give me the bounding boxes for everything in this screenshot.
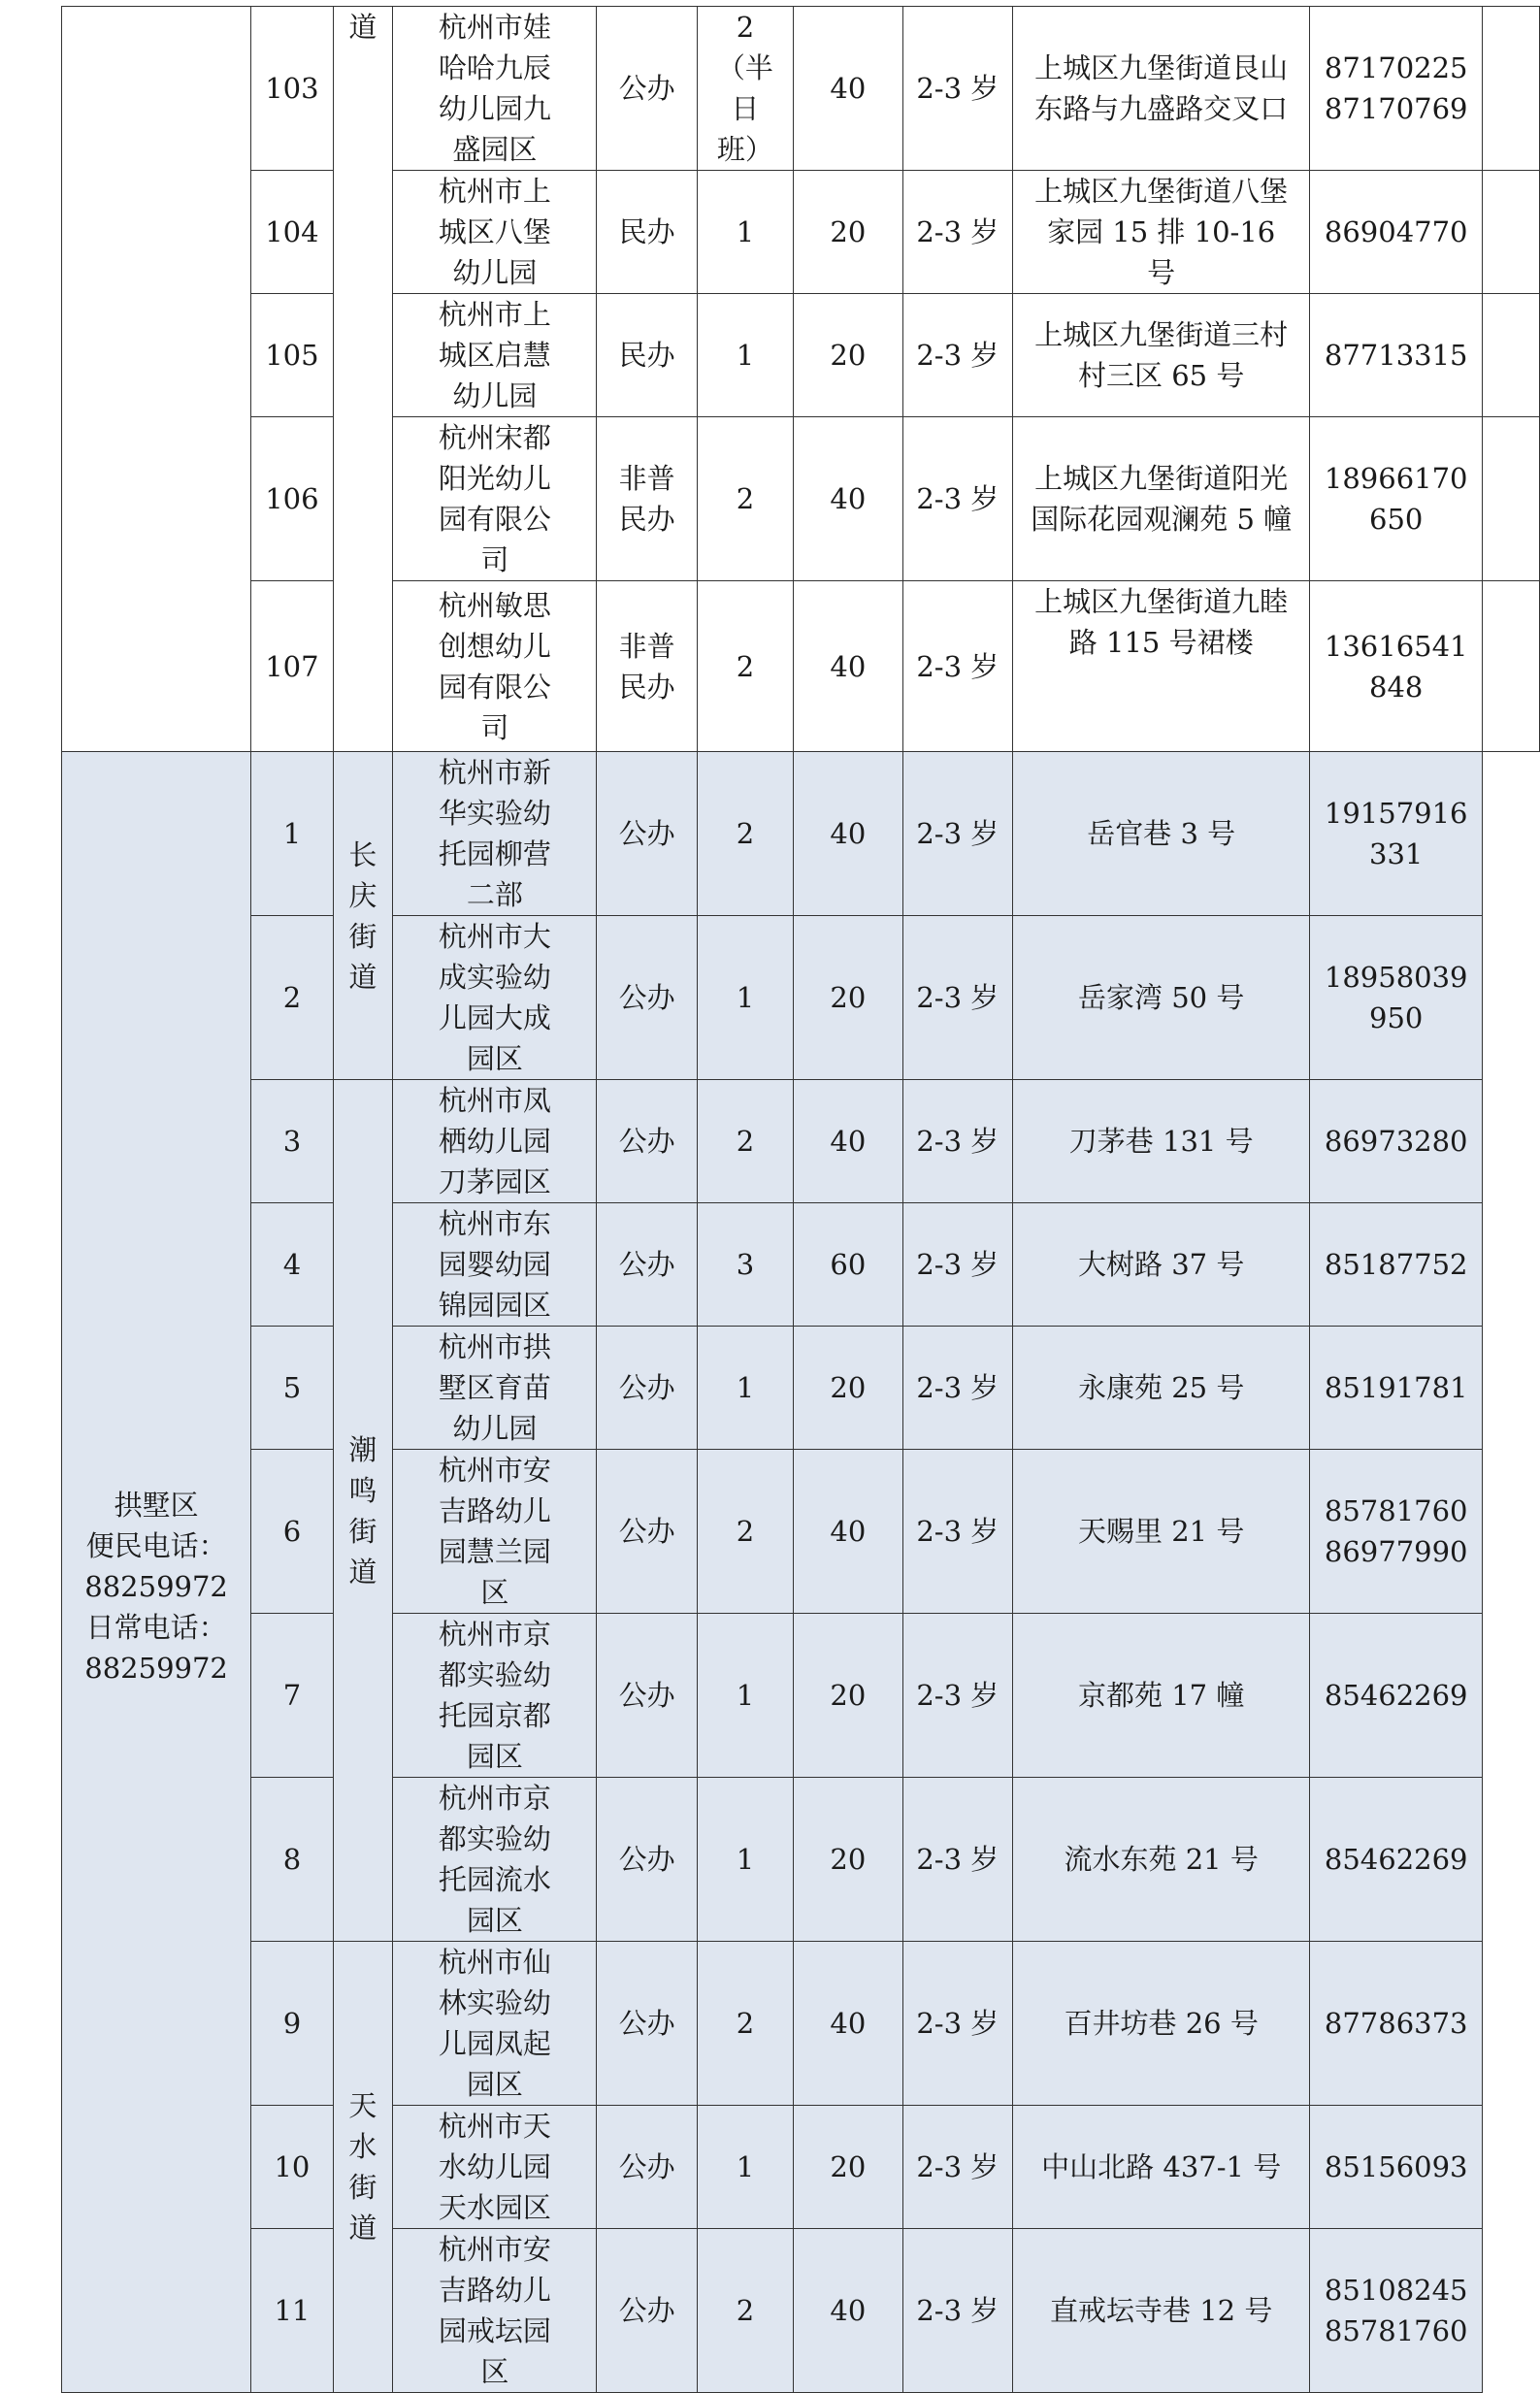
table-row [62, 1203, 1540, 1327]
table-row [62, 417, 1540, 581]
school-type: 公办 [597, 916, 697, 1080]
address: 岳官巷 3 号 [1012, 752, 1309, 916]
row-number: 6 [251, 1450, 334, 1614]
age-range: 2-3 岁 [902, 1614, 1012, 1778]
kindergarten-name: 杭州市凤栖幼儿园刀茅园区 [393, 1080, 597, 1203]
table-row [62, 294, 1540, 417]
age-range: 2-3 岁 [902, 1450, 1012, 1614]
age-range: 2-3 岁 [902, 1942, 1012, 2106]
street-cell: 天水街道 [333, 1942, 393, 2393]
phone: 87786373 [1310, 1942, 1483, 2106]
class-count: 2 [697, 417, 793, 581]
seat-count: 20 [794, 1327, 903, 1450]
seat-count: 20 [794, 294, 903, 417]
age-range: 2-3 岁 [902, 294, 1012, 417]
address: 上城区九堡街道八堡家园 15 排 10-16 号 [1012, 171, 1309, 294]
kindergarten-name: 杭州市天水幼儿园天水园区 [393, 2106, 597, 2229]
seat-count: 40 [794, 2229, 903, 2393]
school-type: 公办 [597, 1203, 697, 1327]
address: 上城区九堡街道阳光国际花园观澜苑 5 幢 [1012, 417, 1309, 581]
table-row [62, 752, 1540, 916]
address: 上城区九堡街道艮山东路与九盛路交叉口 [1012, 7, 1309, 171]
row-number: 104 [251, 171, 334, 294]
kindergarten-name: 杭州市京都实验幼托园京都园区 [393, 1614, 597, 1778]
kindergarten-name: 杭州市上城区启慧幼儿园 [393, 294, 597, 417]
table-row [62, 1327, 1540, 1450]
row-number: 107 [251, 581, 334, 752]
address: 天赐里 21 号 [1012, 1450, 1309, 1614]
table-row [62, 2229, 1540, 2393]
table-row [62, 171, 1540, 294]
phone: 85462269 [1310, 1614, 1483, 1778]
address: 上城区九堡街道三村村三区 65 号 [1012, 294, 1309, 417]
table-row [62, 1450, 1540, 1614]
row-number: 105 [251, 294, 334, 417]
table-row [62, 1942, 1540, 2106]
kindergarten-name: 杭州市上城区八堡幼儿园 [393, 171, 597, 294]
class-count: 1 [697, 294, 793, 417]
school-type: 公办 [597, 1080, 697, 1203]
seat-count: 40 [794, 417, 903, 581]
row-number: 9 [251, 1942, 334, 2106]
class-count: 2 [697, 2229, 793, 2393]
phone: 85108245 85781760 [1310, 2229, 1483, 2393]
age-range: 2-3 岁 [902, 752, 1012, 916]
table-row [62, 2106, 1540, 2229]
address: 大树路 37 号 [1012, 1203, 1309, 1327]
kindergarten-name: 杭州宋都阳光幼儿园有限公司 [393, 417, 597, 581]
street-cell: 潮鸣街道 [333, 1080, 393, 1942]
edge-cell [1483, 581, 1540, 752]
phone: 18958039950 [1310, 916, 1483, 1080]
seat-count: 40 [794, 1942, 903, 2106]
phone: 18966170650 [1310, 417, 1483, 581]
school-type: 公办 [597, 2229, 697, 2393]
phone: 85781760 86977990 [1310, 1450, 1483, 1614]
phone: 86904770 [1310, 171, 1483, 294]
class-count: 2 [697, 1080, 793, 1203]
class-count: 2 [697, 752, 793, 916]
age-range: 2-3 岁 [902, 2106, 1012, 2229]
table-row [62, 581, 1540, 752]
district-cell [62, 7, 251, 752]
address: 上城区九堡街道九睦路 115 号裙楼 [1012, 581, 1309, 752]
row-number: 3 [251, 1080, 334, 1203]
street-cell: 道 [333, 7, 393, 752]
phone: 85191781 [1310, 1327, 1483, 1450]
row-number: 5 [251, 1327, 334, 1450]
kindergarten-name: 杭州市娃哈哈九辰幼儿园九盛园区 [393, 7, 597, 171]
address: 岳家湾 50 号 [1012, 916, 1309, 1080]
kindergarten-name: 杭州市安吉路幼儿园慧兰园区 [393, 1450, 597, 1614]
seat-count: 40 [794, 1450, 903, 1614]
kindergarten-name: 杭州市拱墅区育苗幼儿园 [393, 1327, 597, 1450]
seat-count: 60 [794, 1203, 903, 1327]
class-count: 1 [697, 1327, 793, 1450]
class-count: 2 [697, 581, 793, 752]
table-row [62, 1614, 1540, 1778]
seat-count: 40 [794, 581, 903, 752]
school-type: 公办 [597, 2106, 697, 2229]
class-count: 2 [697, 1450, 793, 1614]
address: 永康苑 25 号 [1012, 1327, 1309, 1450]
kindergarten-table [61, 6, 1540, 2393]
seat-count: 20 [794, 171, 903, 294]
seat-count: 20 [794, 2106, 903, 2229]
address: 直戒坛寺巷 12 号 [1012, 2229, 1309, 2393]
age-range: 2-3 岁 [902, 171, 1012, 294]
kindergarten-name: 杭州市大成实验幼儿园大成园区 [393, 916, 597, 1080]
age-range: 2-3 岁 [902, 417, 1012, 581]
class-count: 1 [697, 171, 793, 294]
daily-number: 88259972 [84, 1652, 228, 1685]
class-count: 2（半日班） [697, 7, 793, 171]
row-number: 1 [251, 752, 334, 916]
address: 京都苑 17 幢 [1012, 1614, 1309, 1778]
daily-label: 日常电话： [85, 1611, 227, 1644]
row-number: 8 [251, 1778, 334, 1942]
age-range: 2-3 岁 [902, 916, 1012, 1080]
phone: 87713315 [1310, 294, 1483, 417]
class-count: 1 [697, 1614, 793, 1778]
row-number: 10 [251, 2106, 334, 2229]
age-range: 2-3 岁 [902, 1778, 1012, 1942]
row-number: 106 [251, 417, 334, 581]
seat-count: 40 [794, 7, 903, 171]
school-type: 民办 [597, 171, 697, 294]
school-type: 非普民办 [597, 581, 697, 752]
district-name: 拱墅区 [114, 1489, 199, 1522]
kindergarten-name: 杭州市新华实验幼托园柳营二部 [393, 752, 597, 916]
edge-cell [1483, 417, 1540, 581]
phone: 85187752 [1310, 1203, 1483, 1327]
row-number: 11 [251, 2229, 334, 2393]
school-type: 非普民办 [597, 417, 697, 581]
class-count: 3 [697, 1203, 793, 1327]
row-number: 103 [251, 7, 334, 171]
table-row [62, 7, 1540, 171]
table-row [62, 1778, 1540, 1942]
class-count: 2 [697, 1942, 793, 2106]
edge-cell [1483, 7, 1540, 171]
school-type: 公办 [597, 1778, 697, 1942]
row-number: 7 [251, 1614, 334, 1778]
edge-cell [1483, 752, 1540, 2393]
kindergarten-name: 杭州市京都实验幼托园流水园区 [393, 1778, 597, 1942]
phone: 85462269 [1310, 1778, 1483, 1942]
school-type: 公办 [597, 1327, 697, 1450]
seat-count: 20 [794, 1778, 903, 1942]
age-range: 2-3 岁 [902, 7, 1012, 171]
address: 刀茅巷 131 号 [1012, 1080, 1309, 1203]
age-range: 2-3 岁 [902, 581, 1012, 752]
school-type: 公办 [597, 1614, 697, 1778]
age-range: 2-3 岁 [902, 1327, 1012, 1450]
phone: 87170225 87170769 [1310, 7, 1483, 171]
address: 流水东苑 21 号 [1012, 1778, 1309, 1942]
table-row [62, 916, 1540, 1080]
edge-cell [1483, 171, 1540, 294]
kindergarten-name: 杭州市安吉路幼儿园戒坛园区 [393, 2229, 597, 2393]
school-type: 公办 [597, 1450, 697, 1614]
age-range: 2-3 岁 [902, 2229, 1012, 2393]
district-cell [62, 752, 251, 2393]
school-type: 民办 [597, 294, 697, 417]
hotline-number: 88259972 [84, 1570, 228, 1603]
phone: 86973280 [1310, 1080, 1483, 1203]
hotline-label: 便民电话： [85, 1529, 227, 1562]
school-type: 公办 [597, 752, 697, 916]
seat-count: 20 [794, 1614, 903, 1778]
class-count: 1 [697, 1778, 793, 1942]
age-range: 2-3 岁 [902, 1203, 1012, 1327]
table-row [62, 1080, 1540, 1203]
street-cell: 长庆街道 [333, 752, 393, 1080]
address: 中山北路 437-1 号 [1012, 2106, 1309, 2229]
edge-cell [1483, 294, 1540, 417]
seat-count: 40 [794, 752, 903, 916]
kindergarten-name: 杭州市东园婴幼园锦园园区 [393, 1203, 597, 1327]
class-count: 1 [697, 916, 793, 1080]
seat-count: 40 [794, 1080, 903, 1203]
kindergarten-name: 杭州敏思创想幼儿园有限公司 [393, 581, 597, 752]
seat-count: 20 [794, 916, 903, 1080]
phone: 13616541848 [1310, 581, 1483, 752]
phone: 85156093 [1310, 2106, 1483, 2229]
class-count: 1 [697, 2106, 793, 2229]
kindergarten-name: 杭州市仙林实验幼儿园凤起园区 [393, 1942, 597, 2106]
row-number: 4 [251, 1203, 334, 1327]
row-number: 2 [251, 916, 334, 1080]
phone: 19157916331 [1310, 752, 1483, 916]
school-type: 公办 [597, 1942, 697, 2106]
school-type: 公办 [597, 7, 697, 171]
address: 百井坊巷 26 号 [1012, 1942, 1309, 2106]
age-range: 2-3 岁 [902, 1080, 1012, 1203]
